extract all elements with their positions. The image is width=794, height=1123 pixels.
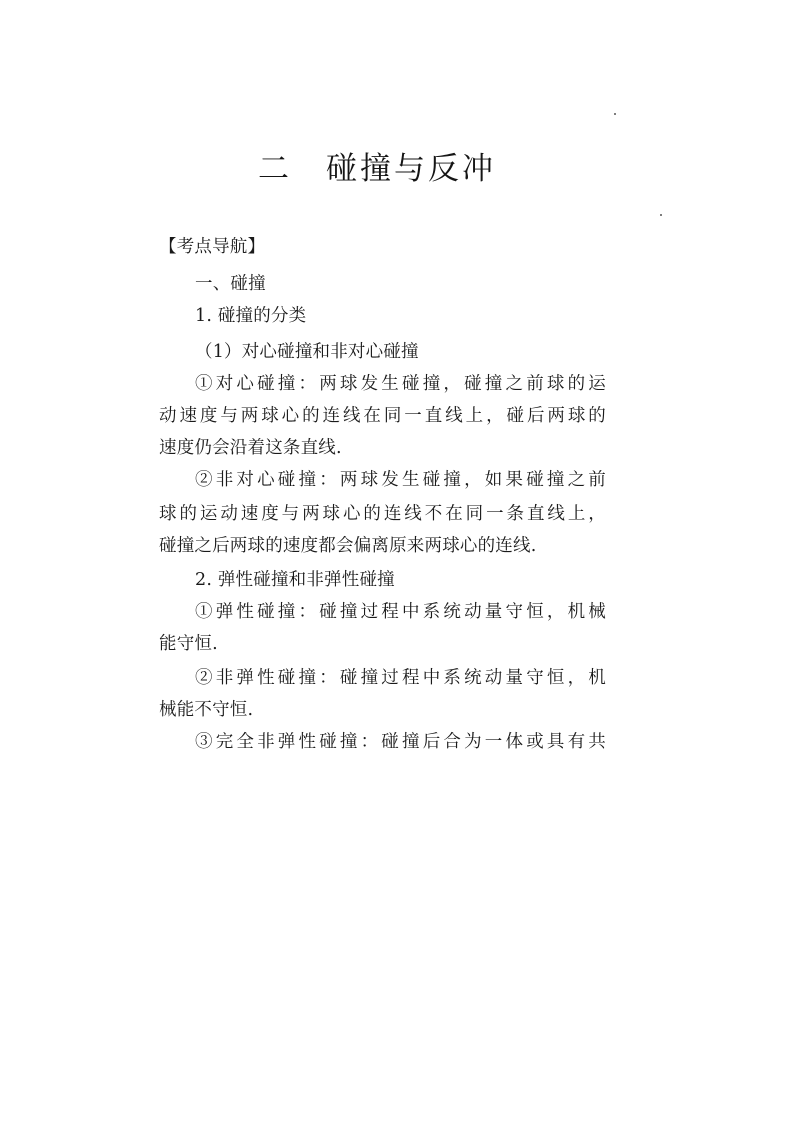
section-tag: 【考点导航】 [159, 237, 266, 257]
heading-collision: 一、碰撞 [195, 274, 266, 294]
paragraph-line: 速度仍会沿着这条直线. [159, 438, 342, 458]
page-title: 二 碰撞与反冲 [258, 151, 496, 187]
scan-speck [614, 113, 616, 115]
paragraph-line: 碰撞之后两球的速度都会偏离原来两球心的连线. [159, 536, 537, 556]
heading-elastic-inelastic: 2. 弹性碰撞和非弹性碰撞 [195, 570, 395, 590]
heading-classification: 1. 碰撞的分类 [195, 306, 307, 326]
paragraph-line: ②非弹性碰撞：碰撞过程中系统动量守恒，机 [195, 668, 606, 688]
scan-speck [660, 214, 662, 216]
paragraph-line: 球的运动速度与两球心的连线不在同一条直线上， [159, 504, 606, 524]
paragraph-line: ②非对心碰撞：两球发生碰撞，如果碰撞之前 [195, 470, 606, 490]
paragraph-line: ①对心碰撞：两球发生碰撞，碰撞之前球的运 [195, 374, 606, 394]
heading-central-noncentral: （1）对心碰撞和非对心碰撞 [195, 342, 419, 362]
paragraph-line: ③完全非弹性碰撞：碰撞后合为一体或具有共 [195, 732, 606, 752]
paragraph-line: 械能不守恒. [159, 700, 254, 720]
paragraph-line: ①弹性碰撞：碰撞过程中系统动量守恒，机械 [195, 602, 606, 622]
paragraph-line: 能守恒. [159, 634, 218, 654]
paragraph-line: 动速度与两球心的连线在同一直线上，碰后两球的 [159, 406, 606, 426]
